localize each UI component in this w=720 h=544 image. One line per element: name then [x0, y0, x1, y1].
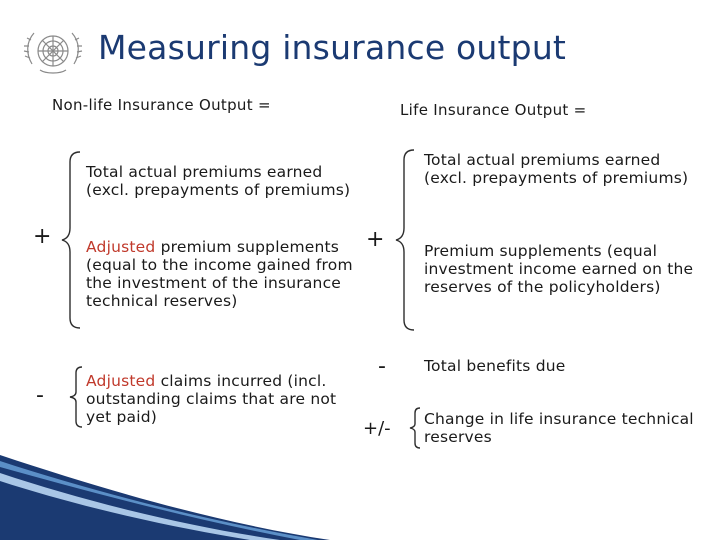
footer-decoration: [0, 455, 720, 540]
right-minus-operator: -: [378, 354, 386, 379]
un-emblem-icon: [20, 24, 86, 80]
non-life-heading: Non-life Insurance Output =: [52, 96, 271, 114]
adjusted-highlight: Adjusted: [86, 372, 156, 390]
left-item-premium-supplements-text: premium supplements (equal to the income gained from the investment of the insurance technical reserves): [86, 238, 353, 310]
right-item-benefits: Total benefits due: [424, 357, 566, 375]
right-brace-plus: [394, 148, 418, 336]
left-item-claims: [86, 372, 346, 426]
life-heading: Life Insurance Output =: [400, 101, 587, 119]
left-item-claims-text: claims incurred (incl. outstanding claims that are not yet paid): [86, 372, 337, 426]
left-minus-operator: -: [36, 383, 44, 408]
page-title: Measuring insurance output: [98, 28, 567, 67]
right-brace-plusminus: [408, 406, 422, 454]
right-plusminus-operator: +/-: [363, 418, 391, 439]
right-item-premiums: Total actual premiums earned (excl. prepayments of premiums): [424, 151, 689, 187]
left-brace-plus: [60, 150, 84, 334]
left-item-premium-supplements: [86, 238, 356, 310]
right-item-reserves-change: Change in life insurance technical reserves: [424, 410, 694, 446]
left-plus-operator: +: [33, 224, 52, 249]
right-item-premium-supplements: Premium supplements (equal investment income earned on the reserves of the policyholders): [424, 242, 694, 296]
left-item-premiums: Total actual premiums earned (excl. prepayments of premiums): [86, 163, 351, 199]
right-plus-operator: +: [366, 227, 385, 252]
left-brace-minus: [68, 365, 84, 433]
adjusted-highlight: Adjusted: [86, 238, 156, 256]
